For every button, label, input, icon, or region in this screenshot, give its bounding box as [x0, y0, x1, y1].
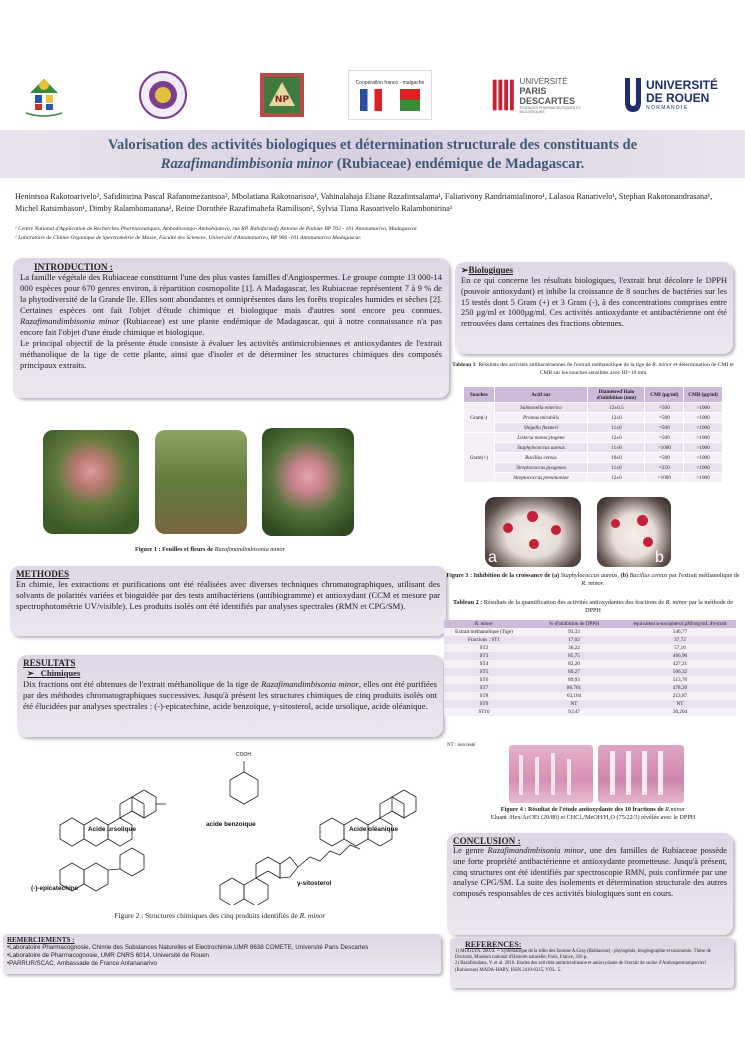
photo-tree — [155, 430, 247, 534]
resultats-subheading: ➢ Chimiques — [27, 668, 81, 678]
t1-cell: >1000 — [684, 433, 723, 443]
resultats-text: Dix fractions ont été obtenues de l'extrait méthanolique de la tige de Razafimandimbisonia minor, elles ont été purifiées par des méthodes chromatographiques successives. Jusqu'à présent les structures chimiques de cinq produits isolés ont été élucidées par analyses spectrales : (-)-epicatechine, acide benzoique, γ-sitosterol, acide ursolique, acide oléanique. — [23, 679, 437, 711]
conclusion-heading: CONCLUSION : — [453, 836, 521, 846]
photo-flowers-1 — [43, 430, 139, 534]
petri-dish-b — [597, 497, 671, 567]
t1-cell: >1000 — [684, 413, 723, 423]
t1-cell: >1000 — [684, 403, 723, 413]
table-row — [444, 628, 736, 636]
t1-cell: 12±0.5 — [588, 403, 645, 413]
introduction-objective: Le principal objectif de la présente étude consiste à évaluer les activités antimicrobiennes et antioxydantes de l'extrait méthanolique de la tige de cette plante, ainsi que d'isoler et de déterminer les structures chimiques des composés principaux extraits. — [20, 338, 442, 370]
t2-cell: 93,33 — [524, 628, 624, 636]
t2-header: R. minor — [444, 620, 524, 628]
t1-cell: Streptococcus pneumoniae — [494, 473, 588, 483]
methodes-box — [10, 566, 446, 636]
table-row — [464, 453, 723, 463]
t1-header: CMI (µg/ml) — [645, 387, 684, 403]
table-row — [464, 443, 723, 453]
t1-cell: =500 — [645, 423, 684, 433]
label-acide-ursolique: Acide ursolique — [88, 826, 136, 833]
reference-item: 2) Razafimalana, V. et al. 2016. Etudes des activités antimicrobienne et antioxydante de l'extrait de racine d'Anthospermumperrieri (Rubiaceae) MADA-HARY, ISSN 2410-0315, VOL. 5. — [455, 961, 706, 973]
t1-cell: >1000 — [645, 473, 684, 483]
t1-cell: 11±0 — [588, 423, 645, 433]
tableau1 — [463, 386, 723, 483]
t2-cell: ST7 — [444, 684, 524, 692]
t2-header: % d'inhibition de DPPH — [524, 620, 624, 628]
logo-rouen: UNIVERSITÉ DE ROUEN N O R M A N D I E — [622, 70, 734, 120]
logo-faculte-sciences — [131, 70, 195, 120]
methodes-text: En chimie, les extractions et purifications ont été réalisées avec diverses techniques chromatographiques, utilisant des solvants de polarités variées et bioguidée par des tests antibactériens (antibiogramme) et antioxydant (CCM et mesure par spectrophotométrie UV/visible). Les produits isolés ont été identifiés par analyses spectrales (RMN et CPG/SM). — [16, 579, 440, 611]
table-row — [444, 692, 736, 700]
table-row — [444, 660, 736, 668]
svg-text:NP: NP — [274, 95, 290, 105]
conclusion-text: Le genre Razafimandimbisonia minor, une des familles de Rubiaceae possède une forte propriété antibactérienne et antioxydante prometteuse. Jusqu'à présent, cinq structures ont été identifiés par spectroscopie RMN, puis confirmée par une analyse CPG/SM. La suite des isolements et détermination structurale des autres composés responsables de ces activités biologiques sont en cours. — [453, 846, 727, 899]
t1-cell: =500 — [645, 453, 684, 463]
t1-cell: 11±0 — [588, 443, 645, 453]
t2-cell: Extrait méthanolique (Tige) — [444, 628, 524, 636]
t2-cell: 63,164 — [524, 692, 624, 700]
tableau2-caption: Tableau 2 : Résultats de la quantification des activités antioxydantes des fractions de R. minor par la méthode de DPPH — [452, 599, 734, 614]
t1-group: Gram(-) — [464, 403, 495, 433]
t2-cell: ST3 — [444, 652, 524, 660]
t1-cell: Staphylococcus aureus — [494, 443, 588, 453]
remerciements-item: •PARRUR/SCAC, Ambassade de France Antananarivo — [7, 960, 157, 967]
t1-cell: =500 — [645, 433, 684, 443]
remerciements-item: •Laboratoire Pharmacognosie, Chimie des Substances Naturelles et Electrochimie,UMR 8638 COMETE, Université Paris Descartes — [7, 944, 369, 951]
resultats-heading: RESULTATS — [23, 658, 76, 668]
t2-cell: ST6 — [444, 676, 524, 684]
logo-cnarp — [256, 70, 308, 120]
table-row — [464, 473, 723, 483]
petri-dish-a — [485, 497, 581, 567]
t1-group: Gram(+) — [464, 433, 495, 483]
introduction-box — [13, 258, 449, 398]
petri-label-b: b — [655, 549, 664, 566]
label-acide-oleanique: Acide oléanique — [349, 826, 399, 833]
table-row — [464, 463, 723, 473]
reference-item: 1) MOULYA. 2007a. -- Systématique de la tribu des Ixoreae A.Gray (Rubiaceae) : phylogénie, biogéographie et taxonomie. Thèse de Doctorat, Muséum national d'Histoire naturelle, Paris, France, 310 p. — [455, 949, 711, 961]
t1-cell: Bacillus cereus — [494, 453, 588, 463]
t2-header: équivalent α-tocophérol µM/mg/mL d'extrait — [624, 620, 736, 628]
oleanolic-acid-structure — [320, 790, 416, 846]
table-row — [464, 423, 723, 433]
logo-cooperation: Coopération franco - malgache — [348, 70, 432, 120]
table-row — [444, 684, 736, 692]
resultats-box — [17, 655, 443, 737]
references-box — [450, 938, 734, 988]
benzoic-acid-structure — [230, 761, 258, 804]
t2-cell: 37,72 — [624, 636, 736, 644]
t1-cell: 12±0 — [588, 433, 645, 443]
t1-cell: =250 — [645, 463, 684, 473]
t1-cell: Proteus mirabilis — [494, 413, 588, 423]
table-row — [444, 644, 736, 652]
affiliations: ¹ Centre National d'Application de Recherches Pharmaceutiques, Ambodivoanjo- Ambohijatovo, rue RP. Rahafarizafy Antoine de Padoue BP 702 - 101 Antananarivo, Madagascar. ² Laboratoire de Chimie Organique de Spectrométrie de Masse, Faculté des Sciences, Université d'Antananarivo, BP 906 -101 Antananarivo Madagascar. — [15, 226, 418, 241]
t2-cell: 85,75 — [524, 652, 624, 660]
t2-cell: ST2 — [444, 644, 524, 652]
ursolic-acid-structure — [60, 790, 166, 846]
t1-cell: >1000 — [684, 443, 723, 453]
t1-cell: Shigella flexneri — [494, 423, 588, 433]
table-row — [444, 668, 736, 676]
t1-cell: 10±0 — [588, 453, 645, 463]
conclusion-box — [447, 833, 733, 935]
tlc-plate-2 — [598, 745, 684, 803]
introduction-heading: INTRODUCTION : — [34, 262, 113, 272]
t1-cell: Streptococcus pyogenes — [494, 463, 588, 473]
methodes-heading: METHODES — [16, 569, 70, 579]
t1-header: Diamètred'Halo d'inhibition (mm) — [588, 387, 645, 403]
references-heading: REFERENCES: — [465, 940, 522, 949]
t2-cell: NT — [624, 700, 736, 708]
sitosterol-structure — [220, 845, 360, 905]
t2-cell: 513,76 — [624, 676, 736, 684]
t2-cell: Fractions : ST1 — [444, 636, 524, 644]
t2-cell: ST5 — [444, 668, 524, 676]
t2-cell: 9,547 — [524, 708, 624, 716]
t1-header: CMB (µg/ml) — [684, 387, 723, 403]
remerciements-item: •Laboratoire de Pharmacognosie, UMR CNRS 6014, Université de Rouen — [7, 952, 209, 959]
t2-cell: 17,02 — [524, 636, 624, 644]
t1-cell: =500 — [645, 403, 684, 413]
table-row — [464, 433, 723, 443]
t2-cell: ST4 — [444, 660, 524, 668]
figure1-caption: Figure 1 : Feuilles et fleurs de Razafimandimbisonia minor — [134, 546, 286, 553]
label-benzoic-cooh: COOH — [236, 752, 251, 758]
table-row — [464, 413, 723, 423]
t2-cell: 546,77 — [624, 628, 736, 636]
introduction-text: La famille végétale des Rubiaceae constituent l'une des plus vastes familles d'Angiospermes. Le groupe compte 13 000-14 000 espèces pour 670 genres environ, à répartition cosmopolite [1]. A Madagascar, les Rubiaceae représentent 7 à 9 % de la phytodiversité de la Grande Ile. Elles sont abondantes et omniprésentes dans les forêts tropicales humides et sèches [2]. Certaines espèces ont fait l'objet d'étude chimique et biologique mais d'autres sont encore peu connues. Razafimandimbisonia minor (Rubiaceae) est une plante endémique de Madagascar, qui à notre connaissance n'a pas encore fait l'objet d'une étude chimique et biologique. — [20, 272, 442, 337]
table-row — [464, 403, 723, 413]
biologiques-text: En ce qui concerne les résultats biologiques, l'extrait brut décolore le DPPH (pouvoir antioxydant) et inhibe la croissance de 8 souches de bactéries sur les 15 testés dont 5 Gram (+) et 3 Gram (-), à des concentrations comprises entre 250 µg/ml et 1000µg/ml. Ces activités antioxydante et antibactérienne ont été retrouvées dans certaines des fractions obtenues. — [461, 276, 727, 329]
t1-cell: >1000 — [684, 453, 723, 463]
t2-cell: 57,16 — [624, 644, 736, 652]
t1-cell: 12±0 — [588, 413, 645, 423]
t2-cell: 82,20 — [524, 660, 624, 668]
t2-cell: 89,27 — [524, 668, 624, 676]
tableau2-note: NT : non testé — [447, 743, 476, 748]
t1-header: Souches — [464, 387, 495, 403]
figure4-caption: Figure 4 : Résultat de l'étude antioxydante des 10 fractions de R.minor Eluant :Hex/AcOEt (20/80) et CHCl₃/MeOH/H₂O (75/22/3) révélée avec le DPPH — [490, 806, 696, 821]
t2-cell: NT — [524, 700, 624, 708]
t1-cell: Listeria monocytogene — [494, 433, 588, 443]
figure2-caption: Figure 2 : Structures chimiques des cinq produits identifiés de R. minor — [114, 911, 326, 920]
t2-cell: 466,90 — [624, 652, 736, 660]
t1-cell: >1000 — [684, 463, 723, 473]
t1-cell: 12±0 — [588, 473, 645, 483]
t2-cell: 89,93 — [524, 676, 624, 684]
t1-cell: =500 — [645, 413, 684, 423]
t2-cell: 478,20 — [624, 684, 736, 692]
table-row — [444, 636, 736, 644]
t1-cell: >1000 — [684, 423, 723, 433]
t1-cell: >1000 — [645, 443, 684, 453]
figure3-caption: Figure 3 : Inhibition de la croissance de (a) Staphylococcus aureus, (b) Bacillus cereus par l'extrait méthanolique de R. minor. — [446, 572, 740, 587]
label-sitosterol: γ-sitosterol — [297, 880, 332, 887]
t1-header: Actif sur — [494, 387, 588, 403]
logo-paris-descartes: UNIVERSITÉ PARIS DESCARTES SCIENCES PHARMACEUTIQUES ET BIOLOGIQUES — [487, 70, 603, 120]
t2-cell: ST9 — [444, 700, 524, 708]
table-row — [444, 676, 736, 684]
authors: Henintsoa Rakotoarivelo², Safidinirina Pascal Rafanomezantsoa², Mbolatiana Rakotoarisoa¹, Vahinalahaja Eliane Razafintsalama¹, Faliarivony Randriamialinoro¹, Lalasoa Ranarivelo¹, Stephan Rakotonandrasana¹, Michel Ratsimbason¹, Dimby Ralambomanana², Reine Dorothée Razafimahefa Ramilison², Sylvia Tiana Rasoarivelo Ralambonirina¹ — [15, 192, 713, 213]
t2-cell: 427,21 — [624, 660, 736, 668]
logo-ministry — [14, 70, 74, 120]
t1-cell: >1000 — [684, 473, 723, 483]
t1-cell: Salmonella enterica — [494, 403, 588, 413]
t2-cell: ST10 — [444, 708, 524, 716]
table-row — [444, 652, 736, 660]
tlc-plate-1 — [509, 745, 593, 803]
poster-title: Valorisation des activités biologiques et détermination structurale des constituants de Razafimandimbisonia minor (Rubiaceae) endémique de Madagascar. — [107, 137, 638, 172]
label-epicatechine: (-)-epicatechine — [31, 885, 79, 892]
biologiques-box — [455, 262, 733, 354]
t2-cell: 213,87 — [624, 692, 736, 700]
t1-cell: 11±0 — [588, 463, 645, 473]
t2-cell: 506,32 — [624, 668, 736, 676]
table-row — [444, 708, 736, 716]
biologiques-heading: ➢Biologiques — [461, 265, 514, 275]
petri-label-a: a — [488, 549, 497, 566]
remerciements-box — [3, 934, 441, 974]
t2-cell: 86,761 — [524, 684, 624, 692]
tableau1-caption: Tableau 1: Résultats des activités antibactériennes de l'extrait méthanolique de la tige de R. minor et détermination de CMI et CMB sur les souches sensibles avec HI=10 mm — [452, 362, 734, 376]
photo-flowers-2 — [262, 428, 354, 536]
t2-cell: 30,204 — [624, 708, 736, 716]
t2-cell: 36,22 — [524, 644, 624, 652]
label-acide-benzoique: acide benzoique — [206, 821, 256, 828]
t2-cell: ST8 — [444, 692, 524, 700]
tableau2 — [444, 620, 736, 716]
remerciements-heading: REMERCIEMENTS : — [7, 936, 75, 944]
table-row — [444, 700, 736, 708]
